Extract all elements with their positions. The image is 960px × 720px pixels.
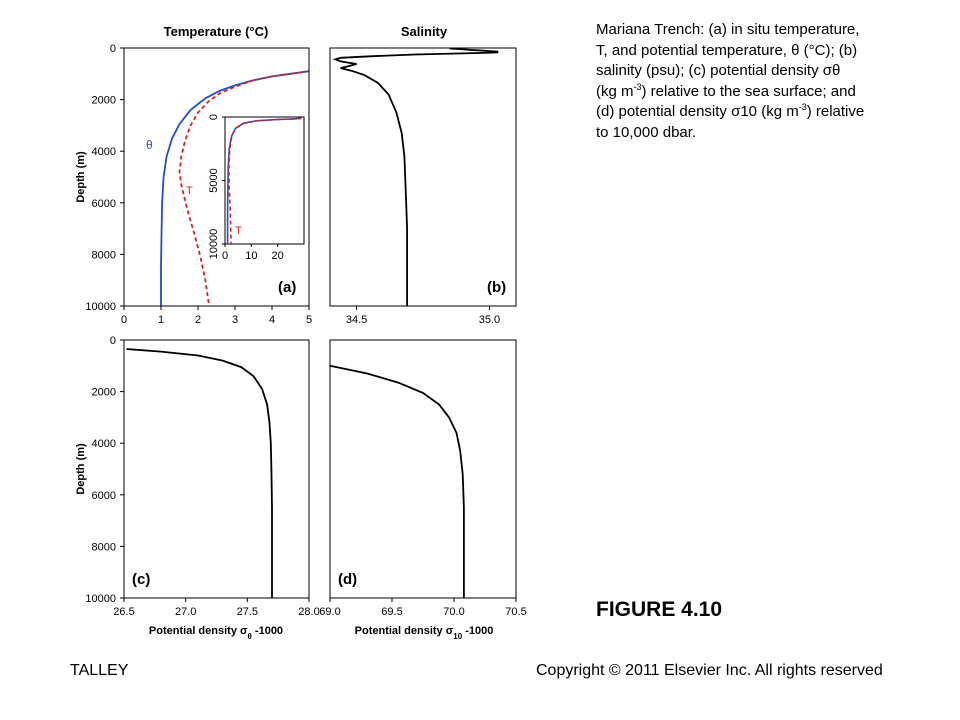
inset-series-label-T: T xyxy=(235,225,242,237)
x-axis-label-subscript: θ xyxy=(247,631,252,641)
x-axis-label-subscript: 10 xyxy=(453,631,463,641)
caption-line-1: Mariana Trench: (a) in situ temperature, xyxy=(596,21,860,38)
y-tick-label: 6000 xyxy=(91,489,116,502)
caption-line-5c: (kg m xyxy=(757,103,799,120)
panel-label: (a) xyxy=(278,279,297,296)
x-tick-label: 27.5 xyxy=(236,606,259,618)
x-axis-label xyxy=(149,625,283,641)
x-tick-label: 69.0 xyxy=(319,606,341,618)
y-tick-label: 8000 xyxy=(91,249,116,262)
figure-caption xyxy=(596,20,956,143)
footer-author: TALLEY xyxy=(70,662,129,679)
panel-label: (d) xyxy=(338,571,358,588)
x-tick-label: 3 xyxy=(231,314,239,326)
y-tick-label: 4000 xyxy=(91,146,116,159)
caption-theta-symbol: θ xyxy=(791,41,800,59)
figure-label: FIGURE 4.10 xyxy=(596,598,723,621)
caption-line-4a: (kg m xyxy=(596,82,634,100)
inset-x-tick-label: 20 xyxy=(271,250,284,262)
chart-title: Temperature (°C) xyxy=(163,24,269,39)
caption-line-6: to 10,000 dbar. xyxy=(596,123,697,141)
series-density-10-line xyxy=(330,366,464,598)
y-tick-label: 2000 xyxy=(91,386,116,399)
x-axis-label-main: Potential density σ xyxy=(148,625,248,637)
series-label-theta: θ xyxy=(146,138,153,152)
panel-c-density-theta xyxy=(75,335,320,641)
caption-line-5a: (d) potential density xyxy=(596,103,732,120)
caption-line-5-sup: -3 xyxy=(798,102,807,112)
x-tick-label: 70.0 xyxy=(443,606,465,618)
x-tick-label: 2 xyxy=(194,314,202,326)
caption-line-2a: T, and potential temperature, xyxy=(596,41,792,59)
y-tick-label: 2000 xyxy=(91,94,116,107)
panel-b-salinity xyxy=(330,24,516,326)
inset-y-tick-label: 10000 xyxy=(208,228,220,260)
x-tick-label: 34.5 xyxy=(345,314,368,326)
y-tick-label: 10000 xyxy=(85,593,116,605)
footer-copyright: Copyright © 2011 Elsevier Inc. All rights reserved xyxy=(536,662,883,679)
x-tick-label: 28.0 xyxy=(298,606,320,618)
caption-line-5d: ) relative xyxy=(806,103,865,120)
x-tick-label: 70.5 xyxy=(505,606,527,618)
plot-frame xyxy=(124,340,309,598)
x-tick-label: 1 xyxy=(157,314,165,326)
x-tick-label: 5 xyxy=(305,314,313,326)
caption-line-3a: salinity (psu); (c) potential density xyxy=(596,62,823,79)
caption-line-4-sup: -3 xyxy=(633,81,642,92)
x-tick-label: 4 xyxy=(268,314,276,326)
caption-line-4b: ) relative to the sea surface; and xyxy=(641,82,856,100)
caption-line-2c: (°C); (b) xyxy=(799,41,858,59)
x-tick-label: 35.0 xyxy=(478,314,501,326)
x-tick-label: 27.0 xyxy=(174,606,197,618)
x-axis-label-main: Potential density σ xyxy=(354,625,454,637)
x-axis-label-tail: -1000 xyxy=(462,625,494,637)
x-tick-label: 69.5 xyxy=(381,606,403,618)
panel-label: (c) xyxy=(132,571,151,588)
inset-x-tick-label: 0 xyxy=(221,250,229,262)
inset-y-tick-label: 0 xyxy=(208,113,220,121)
panel-d-density-10 xyxy=(319,340,526,641)
y-tick-label: 0 xyxy=(109,335,116,347)
plot-frame xyxy=(330,340,516,598)
y-axis-label: Depth (m) xyxy=(75,443,87,495)
caption-sigma-10-symbol: σ10 xyxy=(731,103,758,120)
x-tick-label: 0 xyxy=(120,314,128,326)
series-salinity-line xyxy=(335,49,497,307)
y-tick-label: 6000 xyxy=(91,197,116,210)
panel-a-temperature xyxy=(75,24,312,326)
y-tick-label: 0 xyxy=(109,43,116,55)
x-axis-label-tail: -1000 xyxy=(251,625,284,637)
y-tick-label: 8000 xyxy=(91,541,116,554)
inset-y-tick-label: 5000 xyxy=(208,168,220,193)
inset-x-tick-label: 10 xyxy=(245,250,258,262)
x-tick-label: 26.5 xyxy=(113,606,135,618)
y-axis-label: Depth (m) xyxy=(75,151,87,203)
series-density-theta-line xyxy=(127,349,273,598)
panel-label: (b) xyxy=(487,279,507,296)
y-tick-label: 4000 xyxy=(91,438,116,451)
series-label-T: T xyxy=(186,185,193,197)
x-axis-label xyxy=(355,625,494,641)
caption-sigma-theta-symbol: σθ xyxy=(822,62,841,79)
plot-frame xyxy=(330,48,516,306)
chart-title: Salinity xyxy=(400,24,448,39)
y-tick-label: 10000 xyxy=(85,301,116,313)
